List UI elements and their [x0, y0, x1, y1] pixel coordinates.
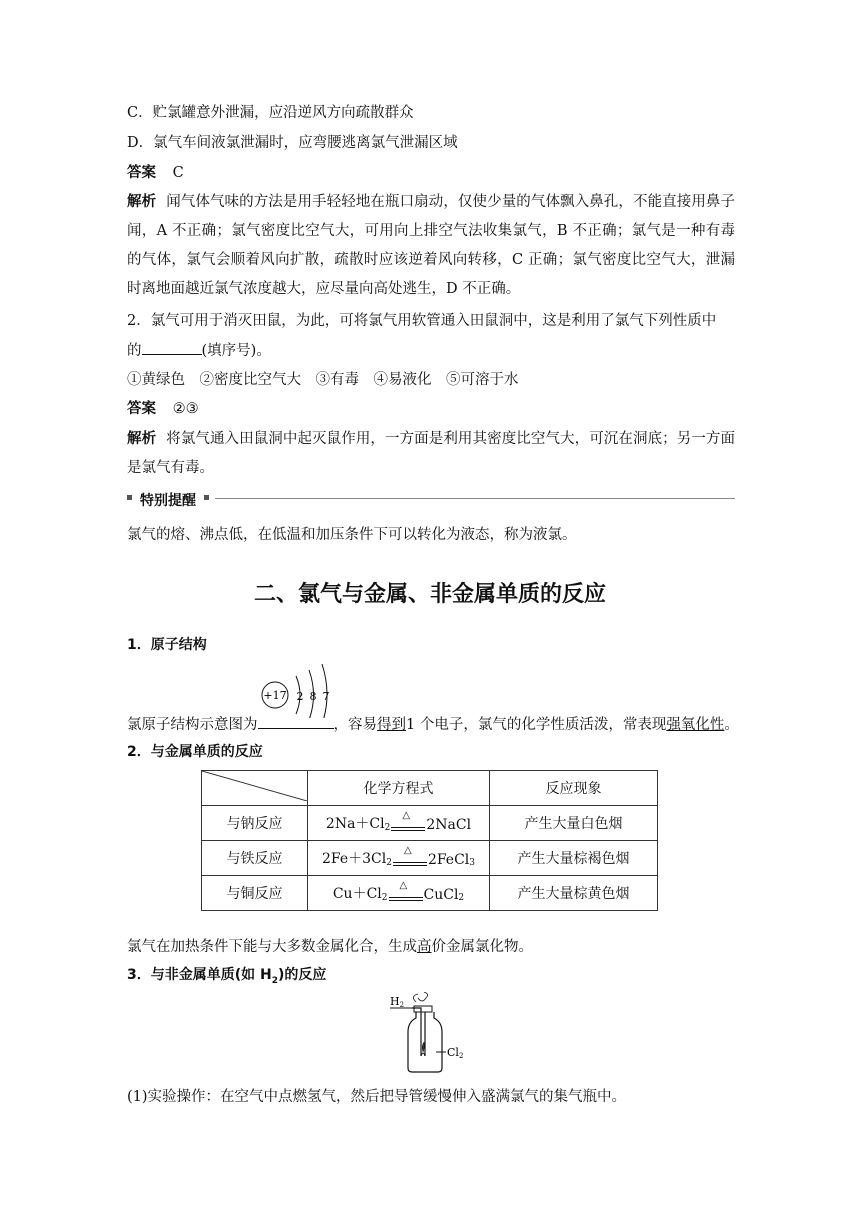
answer-value: C [172, 165, 184, 181]
answer-value: ②③ [172, 401, 199, 417]
table-row [202, 806, 658, 841]
analysis-text: 将氯气通入田鼠洞中起灭鼠作用，一方面是利用其密度比空气大，可沉在洞底；另一方面是氯气有毒。 [127, 431, 736, 476]
col-header-phenomenon: 反应现象 [490, 771, 658, 806]
tip-bullet-icon [127, 495, 132, 500]
s3-heading-pre: 3．与非金属单质(如 H [127, 967, 272, 983]
s1-text-mid: ，容易 [333, 717, 377, 733]
analysis-label: 解析 [127, 194, 157, 210]
s2-note-pre: 氯气在加热条件下能与大多数金属化合，生成 [127, 939, 417, 955]
diagram-blank [258, 714, 334, 729]
cl2-label: Cl2 [447, 1046, 464, 1060]
analysis-1 [127, 188, 735, 304]
s3-heading-sub: 2 [271, 975, 278, 986]
equation-cell: 2Fe＋3Cl $_2$ △ 2FeCl $_3$ [308, 841, 490, 876]
gas-jar-apparatus [388, 992, 478, 1076]
answer-line-1 [127, 163, 184, 183]
table-row [202, 841, 658, 876]
row-label: 与铜反应 [202, 876, 308, 911]
table-header-row [202, 771, 658, 806]
answer-label: 答案 [127, 165, 156, 181]
s1-text-end: 。 [724, 717, 739, 733]
phenomenon-cell: 产生大量棕黄色烟 [490, 876, 658, 911]
high-underlined: 高 [417, 939, 432, 955]
diagonal-corner-cell [202, 771, 308, 806]
shell-3: 7 [322, 690, 330, 703]
shell-1: 2 [296, 690, 304, 703]
q2-stem-b [127, 340, 271, 361]
analysis-label: 解析 [127, 431, 157, 447]
table-row [202, 876, 658, 911]
atom-diagram [258, 662, 338, 718]
s2-note-post: 价金属氯化物。 [431, 939, 533, 955]
heating-arrow-icon: △ [389, 889, 423, 903]
q2-stem-post: (填序号)。 [201, 343, 271, 359]
answer-blank [142, 340, 202, 355]
s3-heading [127, 965, 326, 991]
phenomenon-cell: 产生大量白色烟 [490, 806, 658, 841]
analysis-text: 闻气体气味的方法是用手轻轻地在瓶口扇动，仅使少量的气体飘入鼻孔，不能直接用鼻子闻，A 不正确；氯气密度比空气大，可用向上排空气法收集氯气，B 不正确；氯气是一种有毒的气体，氯气会顺着风向扩散，疏散时应该逆着风向转移，C 正确；氯气密度比空气大，泄漏时离地面越近氯气浓度越大，应尽量向高处逃生，D 不正确。 [127, 194, 736, 297]
section-title: 二、氯气与金属、非金属单质的反应 [253, 582, 606, 607]
nucleus-charge: +17 [263, 689, 287, 702]
option-c: C．贮氯罐意外泄漏，应沿逆风方向疏散群众 [127, 105, 414, 121]
metal-reaction-table [201, 770, 658, 911]
q2-stem-pre: 的 [127, 343, 142, 359]
tip-header [127, 490, 735, 509]
heating-arrow-icon: △ [393, 854, 427, 868]
tip-title: 特别提醒 [140, 493, 196, 509]
s3-operation: (1)实验操作：在空气中点燃氢气，然后把导管缓慢伸入盛满氯气的集气瓶中。 [127, 1089, 627, 1105]
gain-underlined: 得到 [377, 717, 406, 733]
tip-divider [215, 498, 735, 499]
q2-stem-a: 2．氯气可用于消灭田鼠，为此，可将氯气用软管通入田鼠洞中，这是利用了氯气下列性质中 [127, 313, 717, 329]
s1-text-mid2: 1 个电子，氯气的化学性质活泼，常表现 [406, 717, 667, 733]
option-d: D．氯气车间液氯泄漏时，应弯腰逃离氯气泄漏区域 [127, 135, 458, 151]
s1-heading: 1．原子结构 [127, 637, 207, 653]
equation-cell: Cu＋Cl $_2$ △ CuCl $_2$ [308, 876, 490, 911]
tip-bullet-icon [204, 495, 209, 500]
s3-heading-post: )的反应 [278, 967, 327, 983]
equation-cell: 2Na＋Cl $_2$ △ 2NaCl [308, 806, 490, 841]
q2-options: ①黄绿色 ②密度比空气大 ③有毒 ④易液化 ⑤可溶于水 [127, 372, 519, 388]
tip-text: 氯气的熔、沸点低，在低温和加压条件下可以转化为液态，称为液氯。 [127, 527, 577, 543]
property-underlined: 强氧化性 [666, 717, 725, 733]
s1-text-pre: 氯原子结构示意图为 [127, 717, 258, 733]
row-label: 与铁反应 [202, 841, 308, 876]
s2-heading: 2．与金属单质的反应 [127, 744, 263, 760]
h2-label: H2 [390, 995, 405, 1009]
heating-arrow-icon: △ [391, 819, 425, 833]
phenomenon-cell: 产生大量棕褐色烟 [490, 841, 658, 876]
answer-label: 答案 [127, 401, 156, 417]
col-header-equation: 化学方程式 [308, 771, 490, 806]
s1-text [127, 714, 739, 735]
shell-2: 8 [309, 690, 317, 703]
row-label: 与钠反应 [202, 806, 308, 841]
s2-note [127, 937, 533, 957]
analysis-2 [127, 425, 735, 483]
answer-line-2 [127, 399, 199, 419]
